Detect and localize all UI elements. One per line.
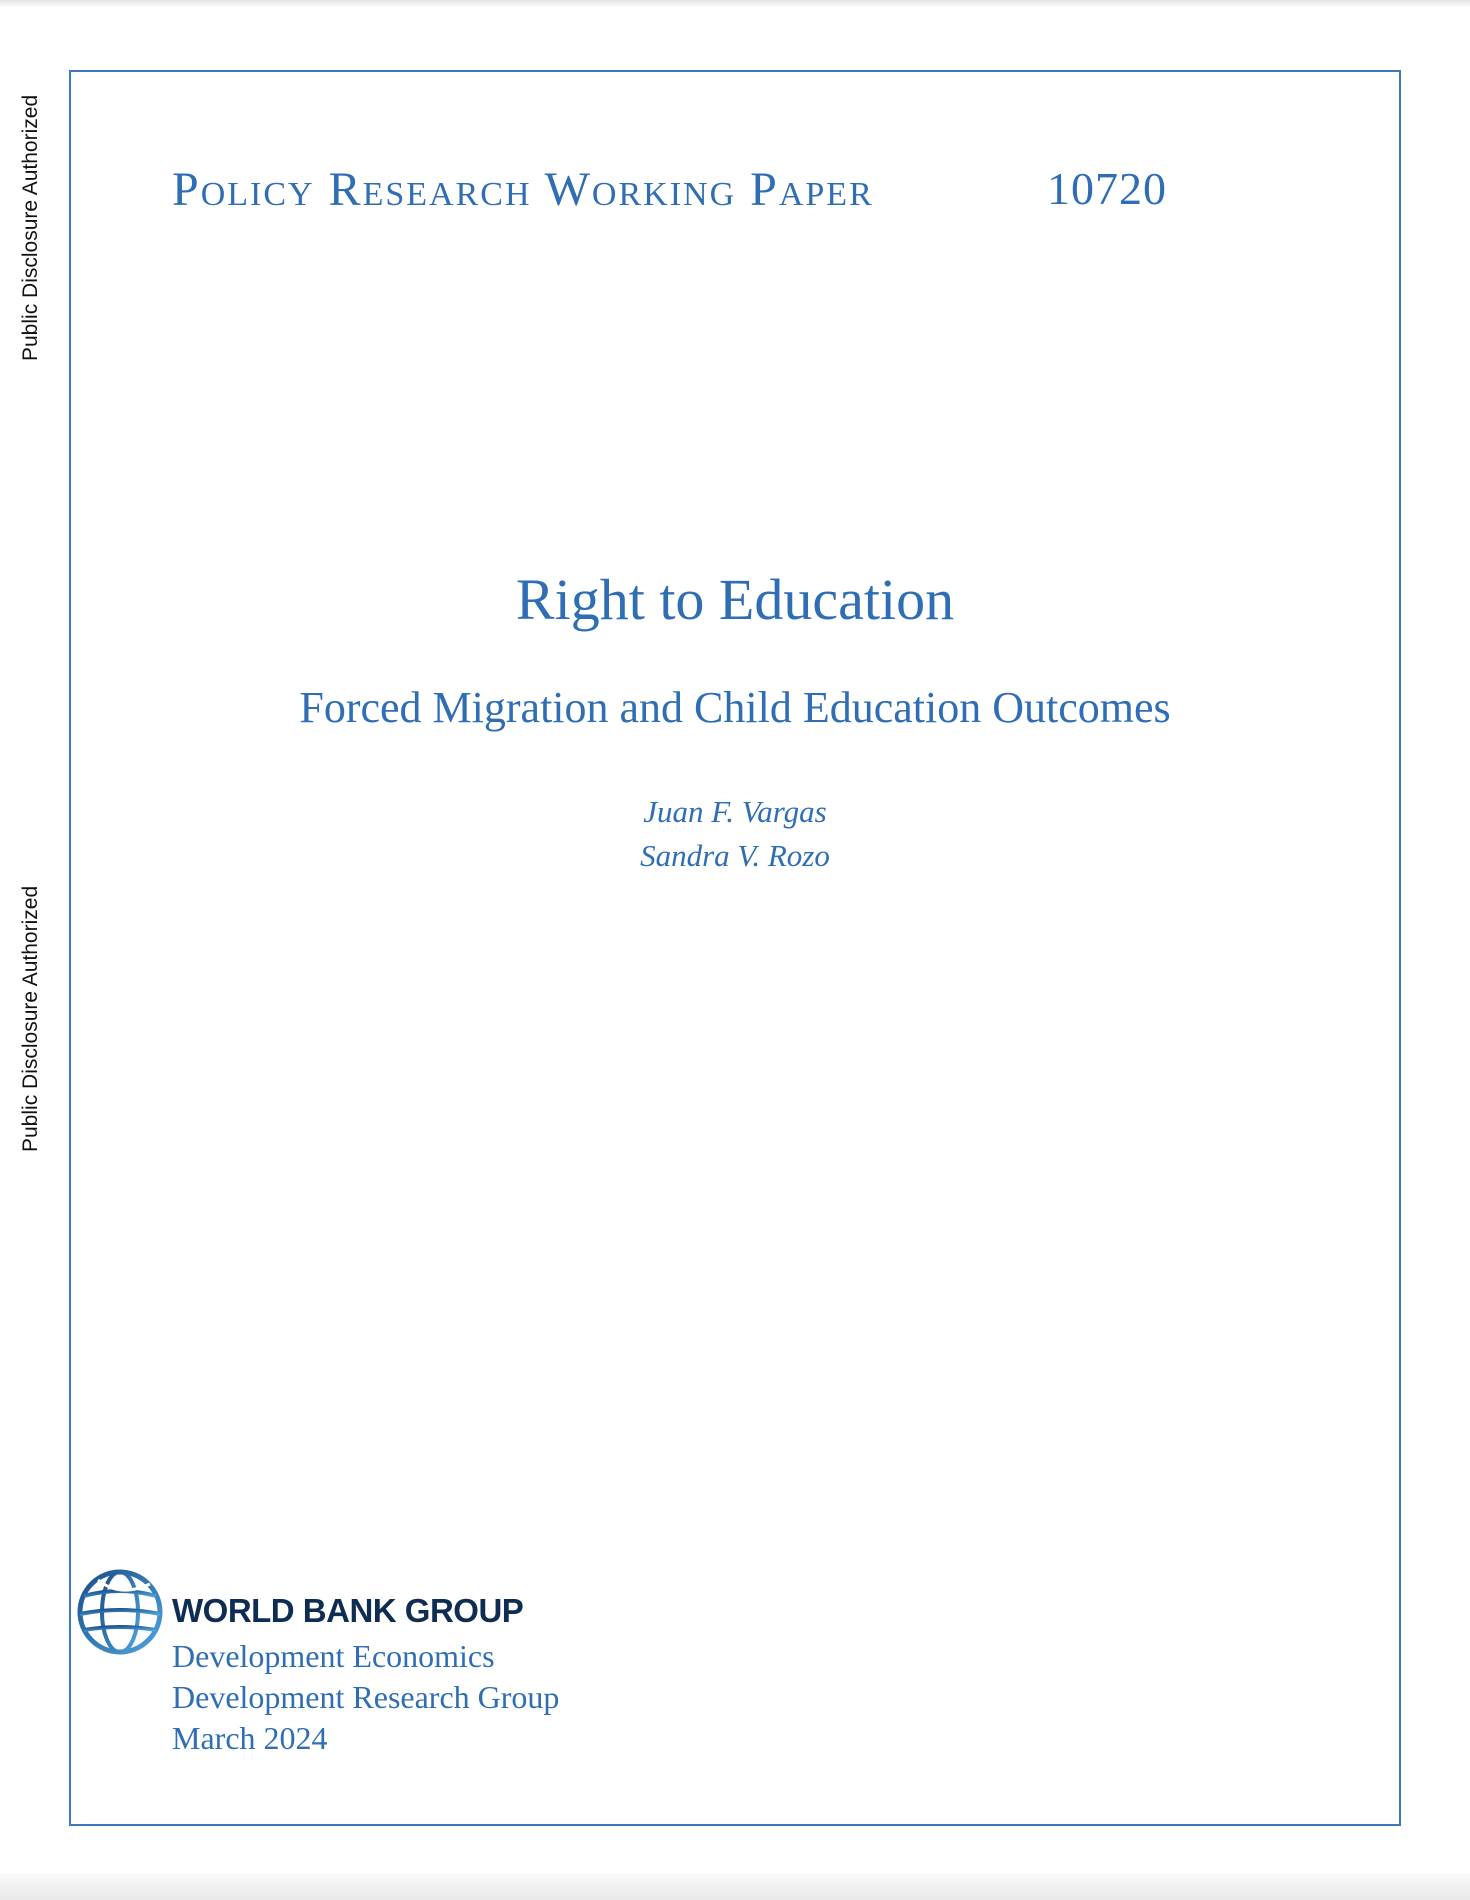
- author-list: [0, 790, 1470, 878]
- cover-frame: [69, 70, 1401, 1826]
- paper-title: Right to Education: [515, 567, 955, 632]
- organization-name: WORLD BANK GROUP: [172, 1592, 524, 1629]
- series-name: Policy Research Working Paper: [172, 163, 874, 216]
- top-shadow: [0, 0, 1470, 8]
- world-bank-globe-icon: [76, 1568, 164, 1656]
- author-name: Juan F. Vargas: [643, 794, 827, 829]
- series-header: [172, 162, 1192, 222]
- disclosure-label-middle: Public Disclosure Authorized: [19, 885, 42, 1152]
- department-name: Development Economics: [172, 1638, 495, 1674]
- paper-number: 10720: [1047, 163, 1167, 214]
- bottom-strip: [0, 1874, 1470, 1900]
- publication-date: March 2024: [172, 1720, 328, 1756]
- paper-subtitle: Forced Migration and Child Education Outcomes: [299, 683, 1171, 732]
- author-name: Sandra V. Rozo: [640, 838, 830, 873]
- publisher-info: [172, 1636, 559, 1759]
- research-group-name: Development Research Group: [172, 1679, 560, 1715]
- disclosure-label-top: Public Disclosure Authorized: [19, 94, 42, 361]
